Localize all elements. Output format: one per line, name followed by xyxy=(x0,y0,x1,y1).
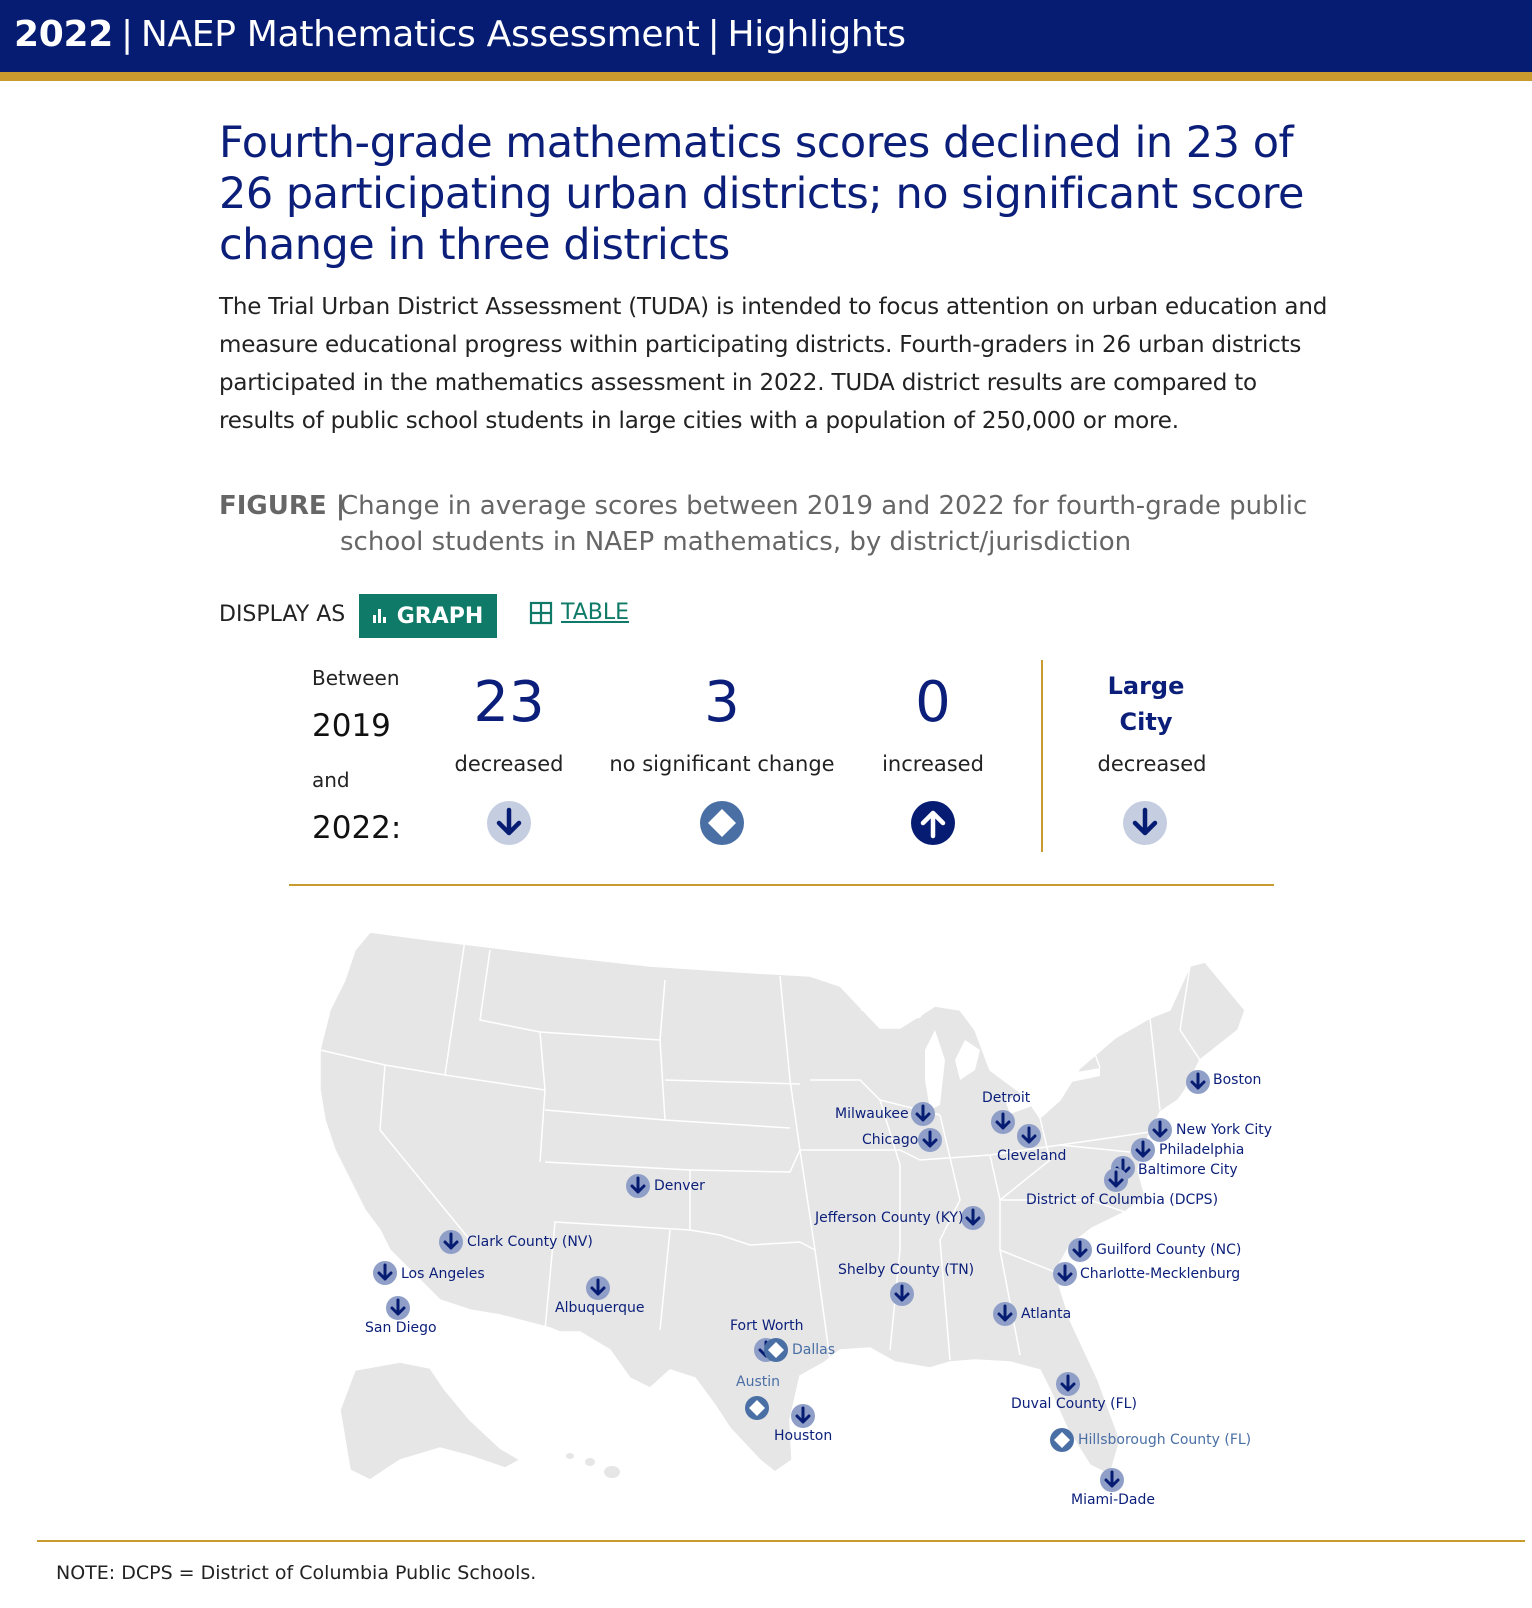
district-label-baltimore: Baltimore City xyxy=(1138,1162,1238,1178)
start-year: 2019 xyxy=(312,708,391,744)
us-map-shape xyxy=(0,900,1532,1520)
district-label-boston: Boston xyxy=(1213,1072,1262,1088)
header-year: 2022 xyxy=(14,14,113,55)
no-change-marker-icon[interactable] xyxy=(763,1337,789,1363)
decrease-marker-icon[interactable] xyxy=(1099,1467,1125,1493)
decrease-marker-icon[interactable] xyxy=(1016,1123,1042,1149)
district-label-denver: Denver xyxy=(654,1178,705,1194)
page-headline: Fourth-grade mathematics scores declined in 23 of 26 participating urban districts; no significant score change in three districts xyxy=(219,118,1304,270)
district-label-duval: Duval County (FL) xyxy=(1011,1396,1137,1412)
hawaii-island xyxy=(585,1458,595,1466)
display-label: DISPLAY AS xyxy=(219,602,346,627)
decrease-marker-icon[interactable] xyxy=(889,1281,915,1307)
figure-label: FIGURE | xyxy=(219,491,346,521)
district-label-miami: Miami-Dade xyxy=(1071,1492,1155,1508)
figure-caption-text: Change in average scores between 2019 and 2022 for fourth-grade public school students in NAEP mathematics, by district/jurisdiction xyxy=(340,491,1308,557)
intro-paragraph: The Trial Urban District Assessment (TUDA) is intended to focus attention on urban education and measure educational progress within participating districts. Fourth-graders in 26 urban districts participated in the mathematics assessment in 2022. TUDA district results are compared to results of public school students in large cities with a population of 250,000 or more. xyxy=(219,294,1328,434)
decrease-marker-icon[interactable] xyxy=(625,1173,651,1199)
header-separator: | xyxy=(121,14,133,55)
district-label-hillsborough: Hillsborough County (FL) xyxy=(1078,1432,1252,1448)
district-label-fort-worth: Fort Worth xyxy=(730,1318,804,1334)
district-label-philadelphia: Philadelphia xyxy=(1159,1142,1245,1158)
us-map xyxy=(0,900,1532,1520)
decrease-marker-icon[interactable] xyxy=(1185,1069,1211,1095)
district-label-milwaukee: Milwaukee xyxy=(835,1106,909,1122)
nsc-count: 3 xyxy=(704,670,740,735)
decrease-marker-icon[interactable] xyxy=(585,1275,611,1301)
decrease-marker-icon[interactable] xyxy=(960,1205,986,1231)
district-label-chicago: Chicago xyxy=(862,1132,919,1148)
footer-rule xyxy=(37,1540,1525,1542)
large-city-label: decreased xyxy=(1097,752,1207,776)
decrease-marker-icon[interactable] xyxy=(1103,1167,1129,1193)
summary-rule xyxy=(289,884,1274,886)
district-label-clark: Clark County (NV) xyxy=(467,1234,593,1250)
district-label-austin: Austin xyxy=(736,1374,780,1390)
decreased-label: decreased xyxy=(454,752,564,776)
district-label-detroit: Detroit xyxy=(982,1090,1031,1106)
decrease-marker-icon[interactable] xyxy=(1052,1261,1078,1287)
no-change-marker-icon[interactable] xyxy=(744,1395,770,1421)
district-label-albuquerque: Albuquerque xyxy=(555,1300,645,1316)
increased-label: increased xyxy=(882,752,984,776)
decrease-marker-icon[interactable] xyxy=(790,1403,816,1429)
table-link-label: TABLE xyxy=(561,600,630,625)
decrease-marker-icon[interactable] xyxy=(385,1295,411,1321)
nsc-label: no significant change xyxy=(609,752,835,776)
decrease-marker-icon[interactable] xyxy=(992,1301,1018,1327)
district-label-dallas: Dallas xyxy=(792,1342,836,1358)
decrease-marker-icon[interactable] xyxy=(1067,1237,1093,1263)
large-city-title-line2: City xyxy=(1119,708,1173,736)
district-label-jefferson: Jefferson County (KY) xyxy=(815,1210,964,1226)
district-label-charlotte: Charlotte-Mecklenburg xyxy=(1080,1266,1241,1282)
district-label-guilford: Guilford County (NC) xyxy=(1096,1242,1242,1258)
decrease-marker-icon[interactable] xyxy=(990,1109,1016,1135)
district-label-new-york: New York City xyxy=(1176,1122,1272,1138)
header-separator: | xyxy=(707,14,720,55)
decrease-marker-icon[interactable] xyxy=(372,1260,398,1286)
decrease-marker-icon[interactable] xyxy=(438,1229,464,1255)
district-label-cleveland: Cleveland xyxy=(997,1148,1067,1164)
district-label-dcps: District of Columbia (DCPS) xyxy=(1026,1192,1219,1208)
increase-arrow-icon xyxy=(910,800,956,846)
large-city-title-line1: Large xyxy=(1107,672,1185,700)
decreased-count: 23 xyxy=(473,670,545,735)
district-label-shelby: Shelby County (TN) xyxy=(838,1262,975,1278)
decrease-arrow-icon xyxy=(486,800,532,846)
footnote: NOTE: DCPS = District of Columbia Public Schools. xyxy=(56,1562,537,1584)
no-change-marker-icon[interactable] xyxy=(1049,1427,1075,1453)
between-label: Between xyxy=(312,666,400,690)
increased-count: 0 xyxy=(915,670,951,735)
district-label-san-diego: San Diego xyxy=(365,1320,437,1336)
district-label-los-angeles: Los Angeles xyxy=(401,1266,485,1282)
alaska xyxy=(340,1362,520,1480)
no-change-diamond-icon xyxy=(699,800,745,846)
end-year: 2022: xyxy=(312,810,402,846)
district-label-houston: Houston xyxy=(774,1428,833,1444)
decrease-marker-icon[interactable] xyxy=(917,1127,943,1153)
district-label-atlanta: Atlanta xyxy=(1021,1306,1072,1322)
decrease-marker-icon[interactable] xyxy=(1055,1371,1081,1397)
graph-button-label: GRAPH xyxy=(396,603,484,629)
large-city-title xyxy=(1078,668,1214,740)
header-assessment: NAEP Mathematics Assessment xyxy=(140,14,700,55)
hawaii-island xyxy=(566,1453,574,1459)
hawaii-island xyxy=(604,1466,620,1478)
decrease-marker-icon[interactable] xyxy=(910,1101,936,1127)
and-label: and xyxy=(312,768,350,792)
large-city-decrease-icon xyxy=(1122,800,1168,846)
header-section: Highlights xyxy=(727,14,906,55)
